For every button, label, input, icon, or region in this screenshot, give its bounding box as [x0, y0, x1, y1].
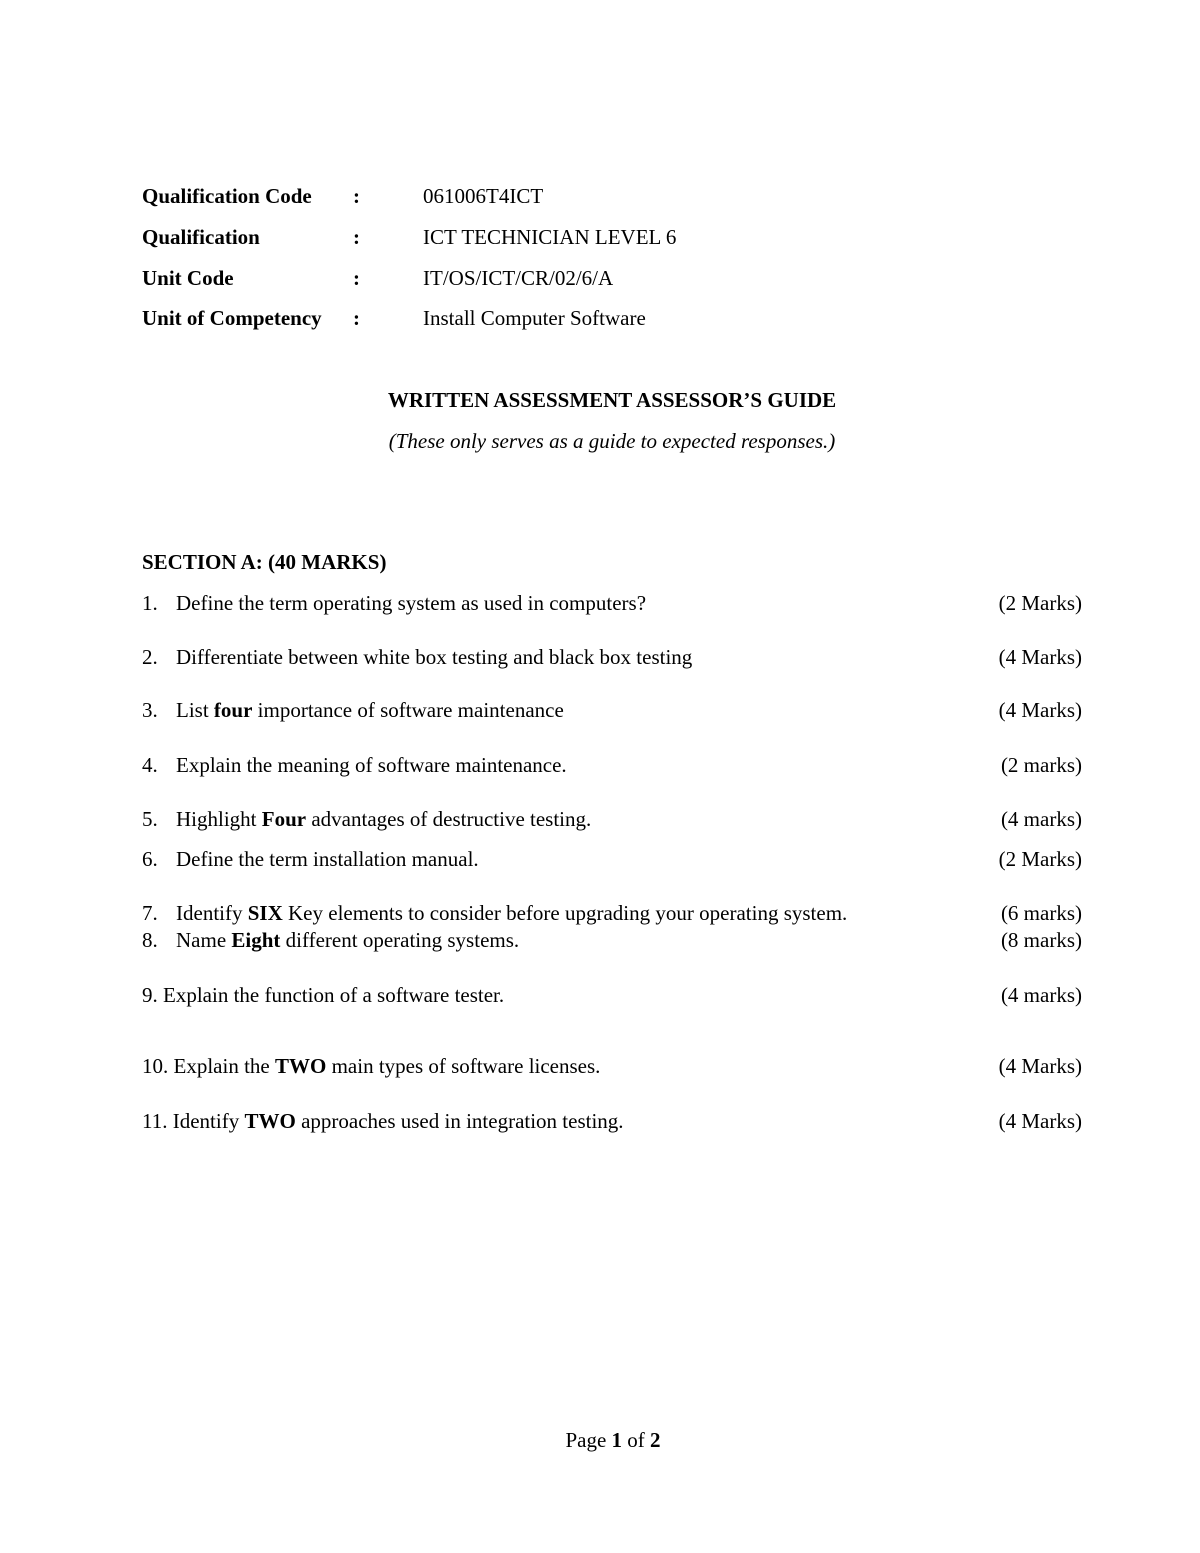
meta-label: Unit of Competency [142, 306, 322, 330]
meta-value: Install Computer Software [423, 306, 646, 330]
meta-value: ICT TECHNICIAN LEVEL 6 [423, 225, 677, 249]
meta-colon: : [353, 306, 360, 330]
question-text: Differentiate between white box testing and black box testing [176, 645, 693, 669]
meta-colon: : [353, 184, 360, 208]
question-number: 10. [142, 1054, 169, 1078]
question-item [142, 642, 1082, 672]
question-number: 5. [142, 807, 158, 831]
question-marks: (4 Marks) [998, 1109, 1082, 1133]
question-item [142, 1106, 1082, 1136]
meta-colon: : [353, 266, 360, 290]
question-marks: (4 Marks) [998, 698, 1082, 722]
meta-colon: : [353, 225, 360, 249]
question-marks: (6 marks) [1000, 901, 1082, 925]
document-subtitle: (These only serves as a guide to expected responses.) [388, 429, 836, 453]
meta-row-unit-of-competency [142, 303, 942, 333]
question-marks: (4 Marks) [998, 1054, 1082, 1078]
question-number: 1. [142, 591, 158, 615]
question-text: 9. Explain the function of a software tester. [142, 983, 505, 1007]
question-number: 8. [142, 928, 158, 952]
question-text: 11. Identify TWO approaches used in integration testing. [142, 1109, 624, 1133]
meta-row-unit-code [142, 263, 942, 293]
question-item [142, 1051, 1082, 1081]
question-text: Define the term operating system as used in computers? [176, 591, 647, 615]
question-number: 7. [142, 901, 158, 925]
question-number: 2. [142, 645, 158, 669]
meta-label: Unit Code [142, 266, 234, 290]
document-title: WRITTEN ASSESSMENT ASSESSOR’S GUIDE [387, 388, 837, 412]
question-marks: (4 marks) [1000, 807, 1082, 831]
section-heading: SECTION A: (40 MARKS) [142, 550, 387, 574]
question-number: 3. [142, 698, 158, 722]
question-item [142, 804, 1082, 834]
question-item [142, 695, 1082, 725]
question-text: Identify SIX Key elements to consider before upgrading your operating system. [176, 901, 848, 925]
question-marks: (2 marks) [1000, 753, 1082, 777]
meta-value: 061006T4ICT [423, 184, 544, 208]
question-marks: (2 Marks) [998, 591, 1082, 615]
question-number: 6. [142, 847, 158, 871]
question-text: Name Eight different operating systems. [176, 928, 520, 952]
meta-row-qualification [142, 222, 942, 252]
question-text: 10. Explain the TWO main types of software licenses. [142, 1054, 601, 1078]
question-marks: (8 marks) [1000, 928, 1082, 952]
question-text: Define the term installation manual. [176, 847, 479, 871]
meta-row-qualification-code [142, 181, 942, 211]
question-text: Highlight Four advantages of destructive testing. [176, 807, 592, 831]
question-item [142, 980, 1082, 1010]
current-page-number: 1 [611, 1428, 623, 1452]
meta-label: Qualification [142, 225, 260, 249]
question-text: Explain the meaning of software maintenance. [176, 753, 567, 777]
question-marks: (4 marks) [1000, 983, 1082, 1007]
question-item [142, 898, 1082, 928]
meta-label: Qualification Code [142, 184, 312, 208]
question-number: 11. [142, 1109, 168, 1133]
question-text: List four importance of software maintenance [176, 698, 564, 722]
question-item [142, 750, 1082, 780]
question-item [142, 844, 1082, 874]
page-footer: Page 1 of 2 [565, 1428, 661, 1452]
question-item [142, 925, 1082, 955]
total-page-count: 2 [650, 1428, 661, 1452]
question-number: 9. [142, 983, 158, 1007]
question-marks: (2 Marks) [998, 847, 1082, 871]
meta-value: IT/OS/ICT/CR/02/6/A [423, 266, 614, 290]
question-number: 4. [142, 753, 158, 777]
question-item [142, 588, 1082, 618]
question-marks: (4 Marks) [998, 645, 1082, 669]
